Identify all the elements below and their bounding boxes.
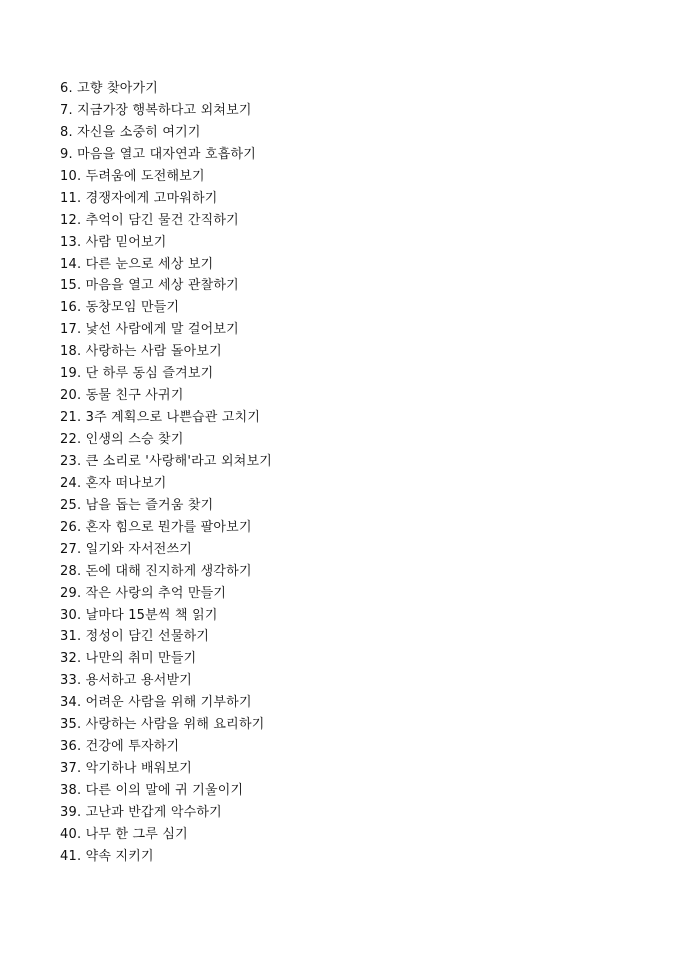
list-item: 22. 인생의 스승 찾기 <box>60 432 184 447</box>
list-item: 13. 사람 믿어보기 <box>60 234 167 250</box>
list-item: 14. 다른 눈으로 세상 보기 <box>60 256 214 272</box>
list-item: 11. 경쟁자에게 고마워하기 <box>60 190 218 206</box>
list-item: 21. 3주 계획으로 나쁜습관 고치기 <box>60 410 261 426</box>
list-item: 34. 어려운 사람을 위해 기부하기 <box>60 695 252 711</box>
list-item: 28. 돈에 대해 진지하게 생각하기 <box>60 563 252 579</box>
list-item: 30. 날마다 15분씩 책 읽기 <box>60 607 218 623</box>
list-item: 20. 동물 친구 사귀기 <box>60 388 184 404</box>
list-item: 23. 큰 소리로 '사랑해'라고 외쳐보기 <box>60 453 273 469</box>
list-item: 32. 나만의 취미 만들기 <box>60 651 197 667</box>
list-item: 18. 사랑하는 사람 돌아보기 <box>60 344 222 360</box>
list-item: 26. 혼자 힘으로 뭔가를 팔아보기 <box>60 519 252 535</box>
list-item: 27. 일기와 자서전쓰기 <box>60 541 193 557</box>
list-item: 15. 마음을 열고 세상 관찰하기 <box>60 278 239 294</box>
list-item: 29. 작은 사랑의 추억 만들기 <box>60 585 227 601</box>
list-item: 19. 단 하루 동심 즐겨보기 <box>60 366 214 382</box>
list-item: 41. 약속 지키기 <box>60 848 154 864</box>
list-item: 17. 낯선 사람에게 말 걸어보기 <box>60 322 239 338</box>
list-item: 39. 고난과 반갑게 악수하기 <box>60 804 222 820</box>
list-item: 12. 추억이 담긴 물건 간직하기 <box>60 212 239 228</box>
list-item: 9. 마음을 열고 대자연과 호흡하기 <box>60 146 256 162</box>
bucket-list <box>60 78 272 868</box>
list-item: 6. 고향 찾아가기 <box>60 81 159 96</box>
list-item: 35. 사랑하는 사람을 위해 요리하기 <box>60 717 265 733</box>
list-item: 38. 다른 이의 말에 귀 기울이기 <box>60 783 244 798</box>
list-item: 36. 건강에 투자하기 <box>60 739 180 755</box>
list-item: 24. 혼자 떠나보기 <box>60 475 167 491</box>
list-item: 8. 자신을 소중히 여기기 <box>60 124 201 140</box>
list-item: 31. 정성이 담긴 선물하기 <box>60 629 210 645</box>
list-item: 10. 두려움에 도전해보기 <box>60 168 205 184</box>
list-item: 37. 악기하나 배워보기 <box>60 761 193 777</box>
list-item: 40. 나무 한 그루 심기 <box>60 826 188 842</box>
list-item: 7. 지금가장 행복하다고 외쳐보기 <box>60 102 252 118</box>
list-item: 25. 남을 돕는 즐거움 찾기 <box>60 497 214 513</box>
list-item: 16. 동창모임 만들기 <box>60 300 180 316</box>
list-item: 33. 용서하고 용서받기 <box>60 673 193 689</box>
